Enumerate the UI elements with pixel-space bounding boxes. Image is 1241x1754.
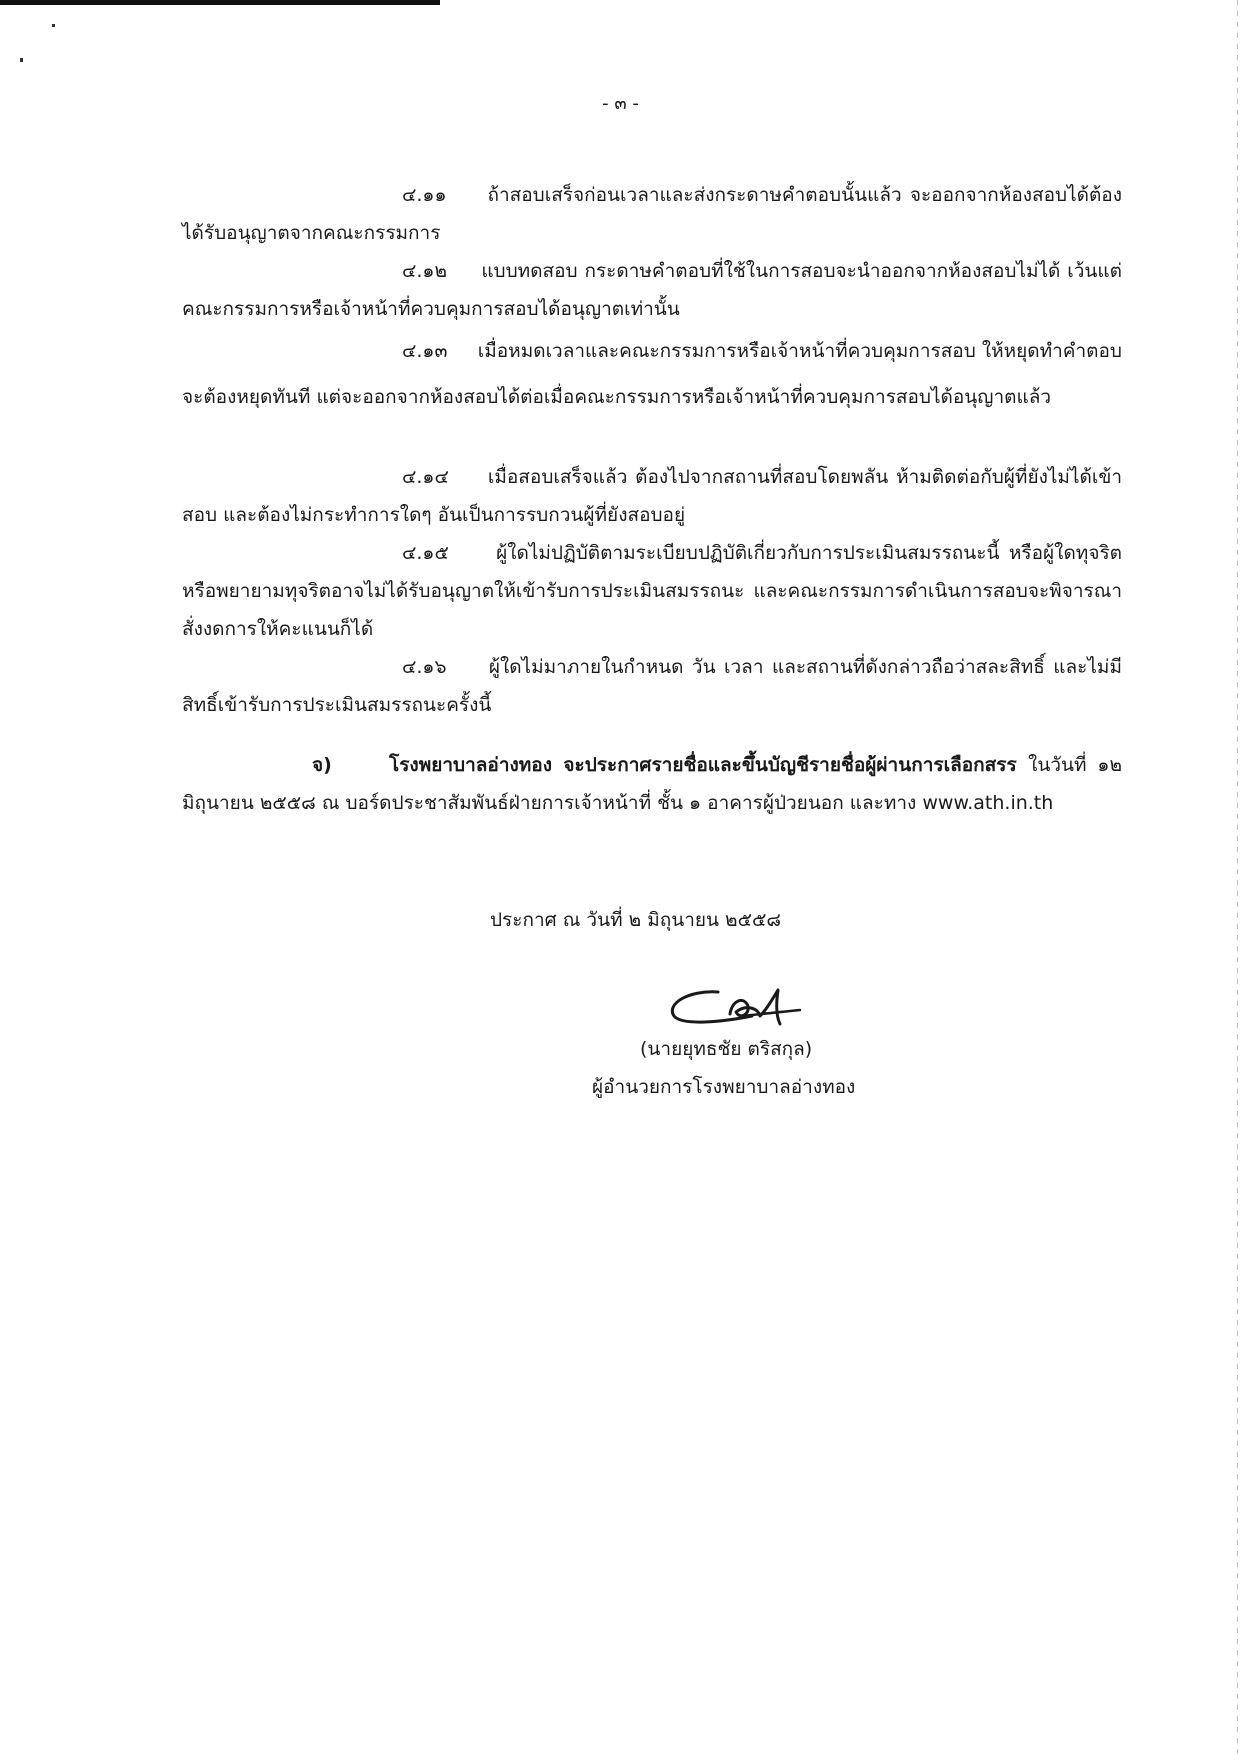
section-text: ในวันที่ ๑๒ มิถุนายน ๒๕๕๘ ณ บอร์ดประชาสัมพันธ์ฝ่ายการเจ้าหน้าที่ ชั้น ๑ อาคารผู้ป่วยนอก และทาง www.ath.in.th <box>182 754 1122 814</box>
clause-number: ๔.๑๒ <box>402 260 448 282</box>
clause-number: ๔.๑๓ <box>402 340 448 362</box>
clause-4-14 <box>182 458 1122 534</box>
paragraph-gap <box>182 724 1122 746</box>
signer-name: (นายยุทธชัย ตริสกุล) <box>640 1038 813 1060</box>
section-label: จ) <box>312 754 332 776</box>
clause-4-11 <box>182 176 1122 252</box>
clause-text: ผู้ใดไม่มาภายในกำหนด วัน เวลา และสถานที่ดังกล่าวถือว่าสละสิทธิ์ และไม่มีสิทธิ์เข้ารับการประเมินสมรรถนะครั้งนี้ <box>182 656 1122 716</box>
announcement-date: ประกาศ ณ วันที่ ๒ มิถุนายน ๒๕๕๘ <box>490 909 781 931</box>
handwritten-signature <box>660 970 820 1030</box>
clause-number: ๔.๑๑ <box>402 184 447 206</box>
clause-4-13 <box>182 328 1122 420</box>
clause-number: ๔.๑๖ <box>402 656 447 678</box>
page-number: - ๓ - <box>602 93 639 114</box>
scan-right-edge <box>1237 0 1238 1754</box>
section-heading: โรงพยาบาลอ่างทอง จะประกาศรายชื่อและขึ้นบัญชีรายชื่อผู้ผ่านการเลือกสรร <box>389 754 1017 776</box>
clause-number: ๔.๑๕ <box>402 542 449 564</box>
scan-speck <box>20 58 23 62</box>
scan-speck <box>52 24 55 27</box>
clause-4-15 <box>182 534 1122 648</box>
clause-text: ผู้ใดไม่ปฏิบัติตามระเบียบปฏิบัติเกี่ยวกับการประเมินสมรรถนะนี้ หรือผู้ใดทุจริต หรือพยายามทุจริตอาจไม่ได้รับอนุญาตให้เข้ารับการประเมินสมรรถนะ และคณะกรรมการดำเนินการสอบจะพิจารณาสั่งงดการให้คะแนนก็ได้ <box>182 542 1122 640</box>
clause-text: เมื่อสอบเสร็จแล้ว ต้องไปจากสถานที่สอบโดยพลัน ห้ามติดต่อกับผู้ที่ยังไม่ได้เข้าสอบ และต้องไม่กระทำการใดๆ อันเป็นการรบกวนผู้ที่ยังสอบอยู่ <box>182 466 1122 526</box>
clause-number: ๔.๑๔ <box>402 466 449 488</box>
clause-text: ถ้าสอบเสร็จก่อนเวลาและส่งกระดาษคำตอบนั้นแล้ว จะออกจากห้องสอบได้ต้องได้รับอนุญาตจากคณะกรรมการ <box>182 184 1122 244</box>
signer-title: ผู้อำนวยการโรงพยาบาลอ่างทอง <box>592 1076 856 1098</box>
clause-text: เมื่อหมดเวลาและคณะกรรมการหรือเจ้าหน้าที่ควบคุมการสอบ ให้หยุดทำคำตอบจะต้องหยุดทันที แต่จะออกจากห้องสอบได้ต่อเมื่อคณะกรรมการหรือเจ้าหน้าที่ควบคุมการสอบได้อนุญาตแล้ว <box>182 340 1122 408</box>
paragraph-gap <box>182 420 1122 458</box>
clause-4-16 <box>182 648 1122 724</box>
clause-text: แบบทดสอบ กระดาษคำตอบที่ใช้ในการสอบจะนำออกจากห้องสอบไม่ได้ เว้นแต่คณะกรรมการหรือเจ้าหน้าที่ควบคุมการสอบได้อนุญาตเท่านั้น <box>182 260 1122 320</box>
scan-edge-bar <box>0 0 440 5</box>
section-j <box>182 746 1122 822</box>
clause-4-12 <box>182 252 1122 328</box>
document-body <box>182 176 1122 822</box>
